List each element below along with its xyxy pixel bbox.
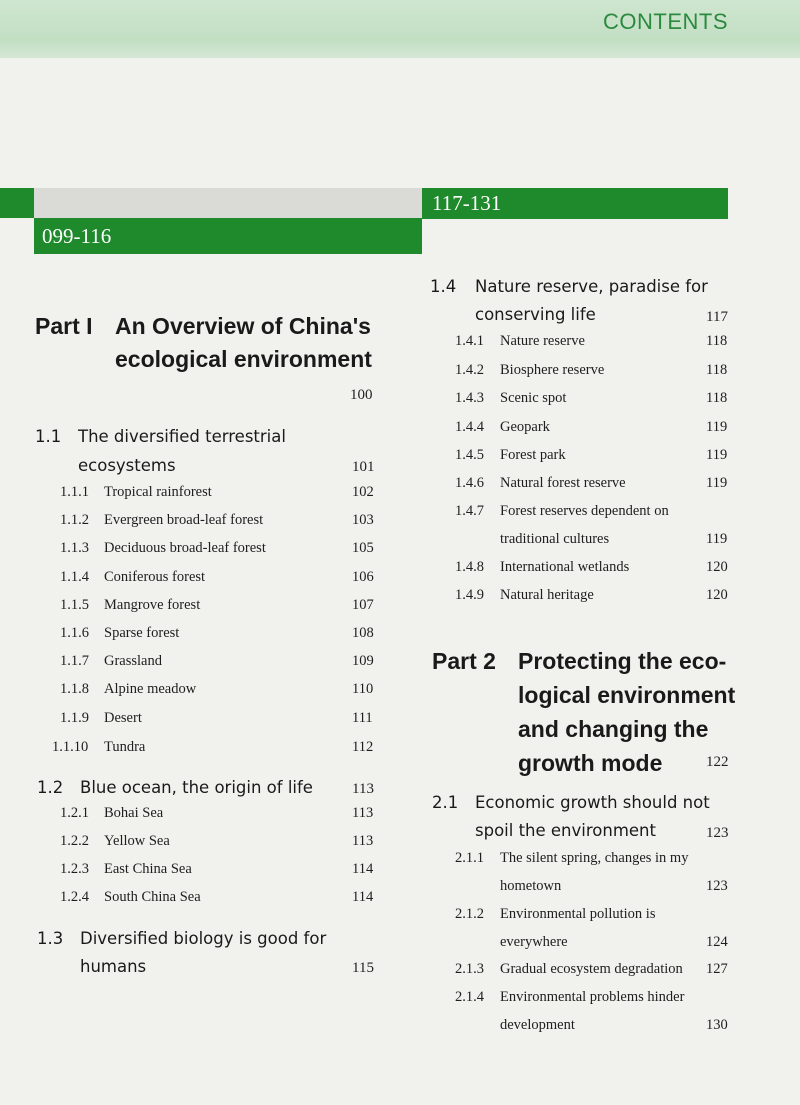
entry-page: 105: [352, 540, 374, 556]
entry-page: 130: [706, 1017, 728, 1033]
entry-title: Grassland: [104, 653, 162, 669]
left-tab-shade: [34, 188, 422, 218]
entry-title-continued: hometown: [500, 878, 562, 894]
section-2-1-title-line-1: Economic growth should not: [475, 793, 710, 812]
entry-title: International wetlands: [500, 559, 630, 575]
entry-title-continued: everywhere: [500, 934, 568, 950]
entry-title-continued: development: [500, 1017, 575, 1033]
entry-page: 120: [706, 587, 728, 603]
part-1-title-line-1: An Overview of China's: [115, 313, 371, 339]
entry-number: 1.2.1: [60, 805, 89, 821]
left-page-range-tab: [34, 218, 422, 254]
right-page-range-tab: [422, 188, 728, 219]
section-1-2-number: 1.2: [37, 778, 64, 797]
entry-number: 1.2.3: [60, 861, 89, 877]
entry-page: 118: [706, 333, 728, 349]
entry-number: 1.1.10: [52, 739, 89, 755]
entry-page: 119: [706, 447, 728, 463]
entry-number: 1.4.1: [455, 333, 484, 349]
entry-title: Biosphere reserve: [500, 362, 605, 378]
entry-number: 1.1.2: [60, 512, 89, 528]
entry-title: Natural forest reserve: [500, 475, 626, 491]
entry-title: Environmental problems hinder: [500, 989, 685, 1005]
entry-title: Evergreen broad-leaf forest: [104, 512, 264, 528]
entry-title: Desert: [104, 710, 142, 726]
entry-page: 118: [706, 362, 728, 378]
section-1-1-page: 101: [352, 459, 375, 475]
section-1-1-title-line-2: ecosystems: [78, 456, 176, 475]
entry-page: 110: [352, 681, 374, 697]
entry-number: 1.1.6: [60, 625, 89, 641]
section-1-2-page: 113: [352, 781, 374, 797]
entry-title: Gradual ecosystem degradation: [500, 961, 683, 977]
entry-number: 1.1.5: [60, 597, 89, 613]
entry-title: Alpine meadow: [104, 681, 197, 697]
entry-number: 1.2.2: [60, 833, 89, 849]
entry-page: 114: [352, 861, 374, 877]
entry-number: 2.1.1: [455, 850, 484, 866]
entry-number: 2.1.4: [455, 989, 484, 1005]
entry-page: 107: [352, 597, 374, 613]
entry-number: 1.4.8: [455, 559, 484, 575]
entry-title: Forest park: [500, 447, 566, 463]
entry-number: 1.4.5: [455, 447, 484, 463]
entry-page: 108: [352, 625, 374, 641]
entry-title-continued: traditional cultures: [500, 531, 610, 547]
entry-title: Natural heritage: [500, 587, 594, 603]
entry-number: 1.4.3: [455, 390, 484, 406]
section-1-4-title-line-1: Nature reserve, paradise for: [475, 277, 708, 296]
entry-page: 124: [706, 934, 728, 950]
section-1-4-number: 1.4: [430, 277, 457, 296]
entry-page: 113: [352, 805, 374, 821]
entry-title: Scenic spot: [500, 390, 567, 406]
entry-title: Nature reserve: [500, 333, 585, 349]
section-1-3-title-line-1: Diversified biology is good for: [80, 929, 327, 948]
part-1-number: Part I: [35, 313, 93, 339]
entry-number: 2.1.2: [455, 906, 484, 922]
entry-title: Sparse forest: [104, 625, 180, 641]
entry-number: 1.4.4: [455, 419, 484, 435]
section-1-3-title-line-2: humans: [80, 957, 147, 976]
section-2-1-title-line-2: spoil the environment: [475, 821, 656, 840]
section-2-1-page: 123: [706, 825, 729, 841]
entry-page: 113: [352, 833, 374, 849]
part-2-number: Part 2: [432, 648, 496, 674]
part-2-page: 122: [706, 754, 729, 770]
entry-title: Tropical rainforest: [104, 484, 212, 500]
entry-number: 1.4.6: [455, 475, 484, 491]
entry-title: Deciduous broad-leaf forest: [104, 540, 266, 556]
entry-title: South China Sea: [104, 889, 201, 905]
entry-page: 127: [706, 961, 728, 977]
part-2-heading: [432, 645, 736, 781]
entry-page: 120: [706, 559, 728, 575]
part-1-title-line-2: ecological environment: [115, 346, 372, 372]
section-2-1-number: 2.1: [432, 793, 459, 812]
right-page-range: 117-131: [432, 191, 502, 215]
entry-number: 1.1.8: [60, 681, 89, 697]
entry-page: 112: [352, 739, 374, 755]
entry-number: 1.4.2: [455, 362, 484, 378]
part-2-title-line-2: logical environment: [518, 682, 736, 708]
entry-title: East China Sea: [104, 861, 192, 877]
section-1-4-title-line-2: conserving life: [475, 305, 596, 324]
entry-page: 118: [706, 390, 728, 406]
left-tab-accent: [0, 188, 34, 218]
part-1-heading: [35, 310, 375, 380]
entry-number: 2.1.3: [455, 961, 484, 977]
entry-title: Tundra: [104, 739, 146, 755]
section-1-1-number: 1.1: [35, 427, 62, 446]
part-2-title-line-3: and changing the: [518, 716, 709, 742]
entry-number: 1.1.9: [60, 710, 89, 726]
page-header-title: CONTENTS: [603, 9, 728, 34]
entry-title: Bohai Sea: [104, 805, 164, 821]
entry-number: 1.4.7: [455, 503, 484, 519]
entry-page: 119: [706, 419, 728, 435]
section-1-1-title-line-1: The diversified terrestrial: [78, 427, 286, 446]
entry-page: 114: [352, 889, 374, 905]
entry-title: Environmental pollution is: [500, 906, 656, 922]
entry-page: 109: [352, 653, 374, 669]
entry-page: 119: [706, 475, 728, 491]
entry-title: Forest reserves dependent on: [500, 503, 669, 519]
part-2-title-line-1: Protecting the eco-: [518, 648, 727, 674]
entry-number: 1.2.4: [60, 889, 89, 905]
section-1-2-title: Blue ocean, the origin of life: [80, 778, 313, 797]
entry-number: 1.1.4: [60, 569, 89, 585]
entry-number: 1.1.1: [60, 484, 89, 500]
entry-number: 1.4.9: [455, 587, 484, 603]
entry-title: The silent spring, changes in my: [500, 850, 689, 866]
entry-number: 1.1.7: [60, 653, 89, 669]
entry-page: 123: [706, 878, 728, 894]
section-1-4-page: 117: [706, 309, 728, 325]
entry-page: 106: [352, 569, 374, 585]
entry-title: Mangrove forest: [104, 597, 201, 613]
part-2-title-line-4: growth mode: [518, 750, 663, 776]
entry-number: 1.1.3: [60, 540, 89, 556]
entry-page: 111: [352, 710, 373, 726]
entry-title: Coniferous forest: [104, 569, 206, 585]
part-1-page: 100: [350, 387, 373, 403]
entry-page: 103: [352, 512, 374, 528]
left-page-range: 099-116: [42, 224, 112, 248]
section-1-3-page: 115: [352, 960, 374, 976]
section-1-3-number: 1.3: [37, 929, 64, 948]
entry-title: Yellow Sea: [104, 833, 170, 849]
entry-title: Geopark: [500, 419, 550, 435]
entry-page: 119: [706, 531, 728, 547]
entry-page: 102: [352, 484, 374, 500]
